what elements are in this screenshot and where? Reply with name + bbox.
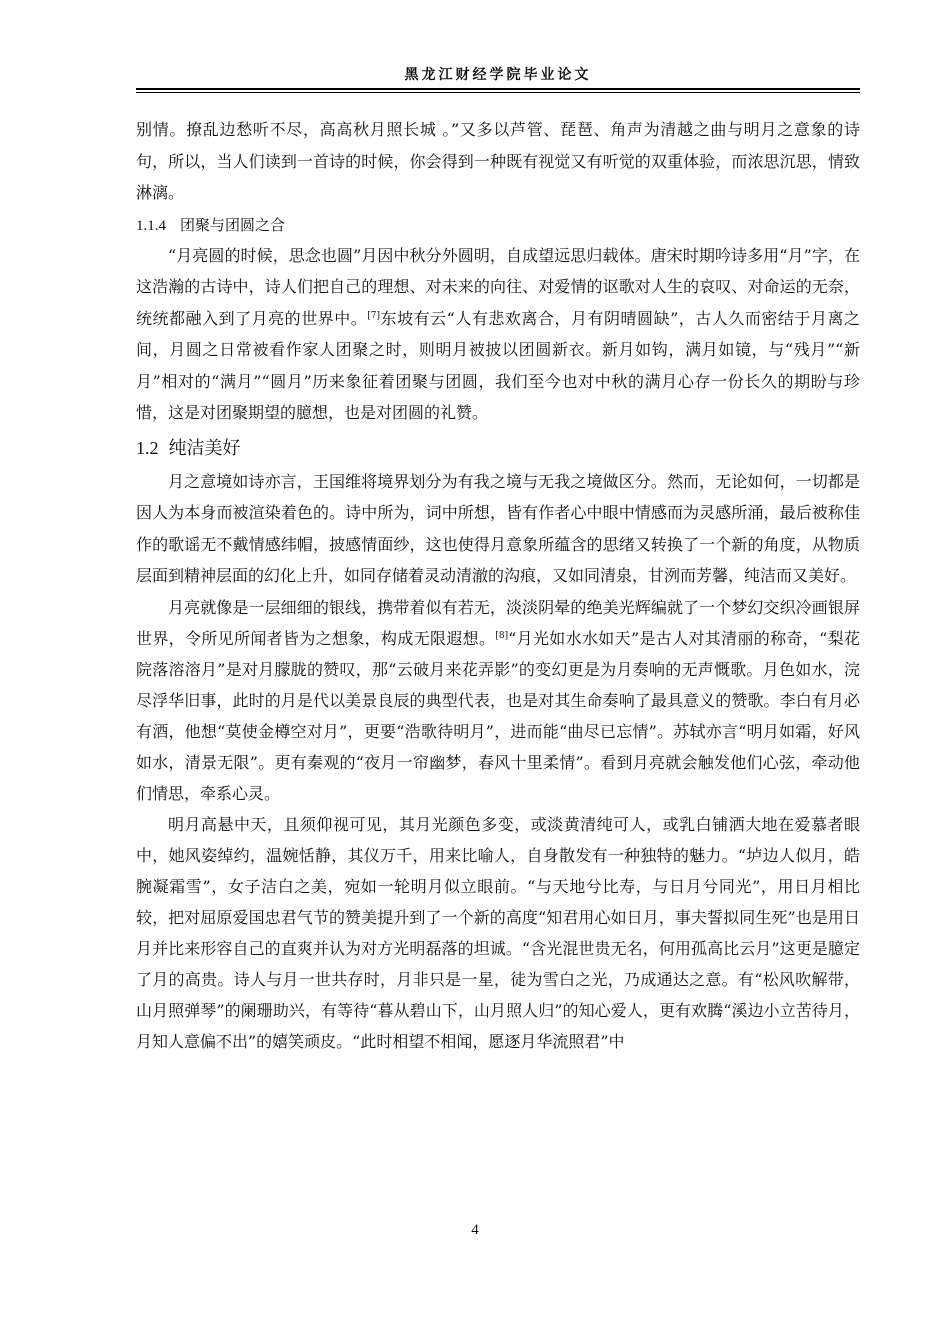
paragraph-bright-moon: 明月高悬中天，且须仰视可见，其月光颜色多变，或淡黄清纯可人，或乳白铺洒大地在爱慕者眼中，她风姿绰约，温婉恬静，其仪万千，用来比喻人，自身散发有一种独特的魅力。“垆边人似月，皓腕凝霜雪”，女子洁白之美，宛如一轮明月似立眼前。“与天地兮比寿，与日月兮同光”，用日月相比较，把对屈原爱国忠君气节的赞美提升到了一个新的高度“知君用心如日月，事夫誓拟同生死”也是用日月并比来形容自己的直爽并认为对方光明磊落的坦诚。“含光混世贵无名，何用孤高比云月”这更是臆定了月的高贵。诗人与月一世共存时，月非只是一星，徒为雪白之光，乃成通达之意。有“松风吹解带，山月照弹琴”的阑珊助兴，有等待“暮从碧山下，山月照人归”的知心爱人，更有欢腾“溪边小立苦待月，月知人意偏不出”的嬉笑顽皮。“此时相望不相闻，愿逐月华流照君”中 xyxy=(136,814,860,1051)
paragraph-silver-line xyxy=(136,592,860,809)
section-heading-1-1-4 xyxy=(136,211,860,240)
header-rule-thick xyxy=(136,88,860,90)
paragraph-text: 月亮就像是一层细细的银线，携带着似有若无，淡淡阴晕的绝美光辉编就了一个梦幻交织冷画银屏世界，令所见所闻者皆为之想象，构成无限遐想。 xyxy=(136,597,860,648)
header-rule-thin xyxy=(136,92,860,93)
page-number: 4 xyxy=(471,1222,479,1238)
section-title: 纯洁美好 xyxy=(168,437,241,459)
section-number: 1.2 xyxy=(136,437,159,458)
paragraph-text: “月亮圆的时候，思念也圆”月因中秋分外圆明，自成望远思归载体。唐宋时期吟诗多用“月”字，在这浩瀚的古诗中，诗人们把自己的理想、对未来的向往、对爱情的讴歌对人生的哀叹、对命运的无奈，统统都融入到了月亮的世界中。 xyxy=(136,245,860,328)
page-body xyxy=(136,114,860,1057)
paragraph-reunion xyxy=(136,240,860,429)
paragraph-text: “月光如水水如天”是古人对其清丽的称奇，“梨花院落溶溶月”是对月朦胧的赞叹，那“云破月来花弄影”的变幻更是为月奏响的无声慨歌。月色如水，浣尽浮华旧事，此时的月是代以美景良辰的典型代表，也是对其生命奏响了最具意义的赞歌。李白有月必有酒，他想“莫使金樽空对月”，更要“浩歌待明月”，进而能“曲尽已忘情”。苏轼亦言“明月如霜，好风如水，清景无限”。更有秦观的“夜月一帘幽梦，春风十里柔情”。看到月亮就会触发他们心弦，牵动他们情思，牵系心灵。 xyxy=(136,628,860,803)
section-number: 1.1.4 xyxy=(136,217,166,234)
paragraph-text: 东坡有云“人有悲欢离合，月有阴晴圆缺”，古人久而密结于月离之间，月圆之日常被看作家人团聚之时，则明月被披以团圆新衣。新月如钩，满月如镜，与“残月”“新月”相对的“满月”“圆月”历来象征着团聚与团圆，我们至今也对中秋的满月心存一份长久的期盼与珍惜，这是对团聚期望的臆想，也是对团圆的礼赞。 xyxy=(136,308,860,422)
section-title: 团聚与团圆之合 xyxy=(180,215,286,234)
paragraph-continuation: 别情。撩乱边愁听不尽，高高秋月照长城 。”又多以芦管、琵琶、角声为清越之曲与明月之意象的诗句，所以，当人们读到一首诗的时候，你会得到一种既有视觉又有听觉的双重体验，而浓思沉思，情致淋漓。 xyxy=(136,120,860,202)
paragraph-purity: 月之意境如诗亦言，王国维将境界划分为有我之境与无我之境做区分。然而，无论如何，一切都是因人为本身而被渲染着色的。诗中所为，词中所想，皆有作者心中眼中情感而为灵感所涌，最后被称佳作的歌谣无不戴情感纬帽，披感情面纱，这也使得月意象所蕴含的思绪又转换了一个新的角度，从物质层面到精神层面的幻化上升，如同存储着灵动清澈的沟痕，又如同清泉，甘洌而芳馨，纯洁而又美好。 xyxy=(136,471,860,585)
citation-8: [8] xyxy=(495,630,509,641)
citation-7: [7] xyxy=(367,310,381,321)
document-header-title: 黑龙江财经学院毕业论文 xyxy=(404,67,592,83)
section-heading-1-2 xyxy=(136,431,860,466)
